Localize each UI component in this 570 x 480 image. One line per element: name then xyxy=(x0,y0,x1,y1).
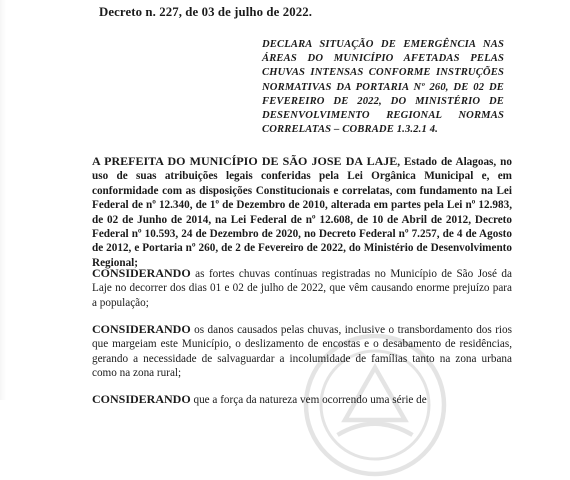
considerando-lead: CONSIDERANDO xyxy=(92,322,191,336)
decree-title: Decreto n. 227, de 03 de julho de 2022. xyxy=(99,5,313,19)
considerando-lead: CONSIDERANDO xyxy=(92,392,191,406)
municipal-seal-watermark xyxy=(300,330,450,480)
considerando-body: que a força da natureza vem ocorrendo uma série de xyxy=(190,394,427,406)
preamble-paragraph xyxy=(92,154,512,270)
considerando-lead: CONSIDERANDO xyxy=(92,266,191,280)
preamble-body: , Estado de Alagoas, no uso de suas atribuições legais conferidas pela Lei Orgânica Municipal e, em conformidade com as disposições Constitucionais e correlatas, com fundamento na Lei Federal de nº 12.340, de 1º de Dezembro de 2010, alterada em partes pela Lei nº 12.983, de 02 de Junho de 2014, na Lei Federal de nº 12.608, de 10 de Abril de 2012, Decreto Federal nº 10.593, 24 de Dezembro de 2020, no Decreto Federal nº 7.257, de 4 de Agosto de 2012, e Portaria nº 260, de 2 de Fevereiro de 2022, do Ministério de Desenvolvimento Regional; xyxy=(92,156,512,269)
scan-edge-shadow xyxy=(0,0,6,400)
considerando-body: os danos causados pelas chuvas, inclusive o transbordamento dos rios que margeiam este Município, o deslizamento de encostas e o desabamento de residências, gerando a necessidade de salvaguardar a incolumidade de famílias tanto na zona urbana como na zona rural; xyxy=(92,324,512,380)
considerando-paragraph-1 xyxy=(92,266,512,310)
decree-ementa: DECLARA SITUAÇÃO DE EMERGÊNCIA NAS ÁREAS DO MUNICÍPIO AFETADAS PELAS CHUVAS INTENSAS CONFORME INSTRUÇÕES NORMATIVAS DA PORTARIA Nº 260, DE 02 DE FEVEREIRO DE 2022, DO MINISTÉRIO DE DESENVOLVIMENTO REGIONAL NORMAS CORRELATAS – COBRADE 1.3.2.1 4. xyxy=(262,39,504,136)
considerando-body: as fortes chuvas contínuas registradas no Município de São José da Laje no decorrer dos dias 01 e 02 de julho de 2022, que vêm causando enorme prejuízo para a população; xyxy=(92,268,512,309)
preamble-lead: A PREFEITA DO MUNICÍPIO DE SÃO JOSE DA LAJE xyxy=(92,154,398,168)
